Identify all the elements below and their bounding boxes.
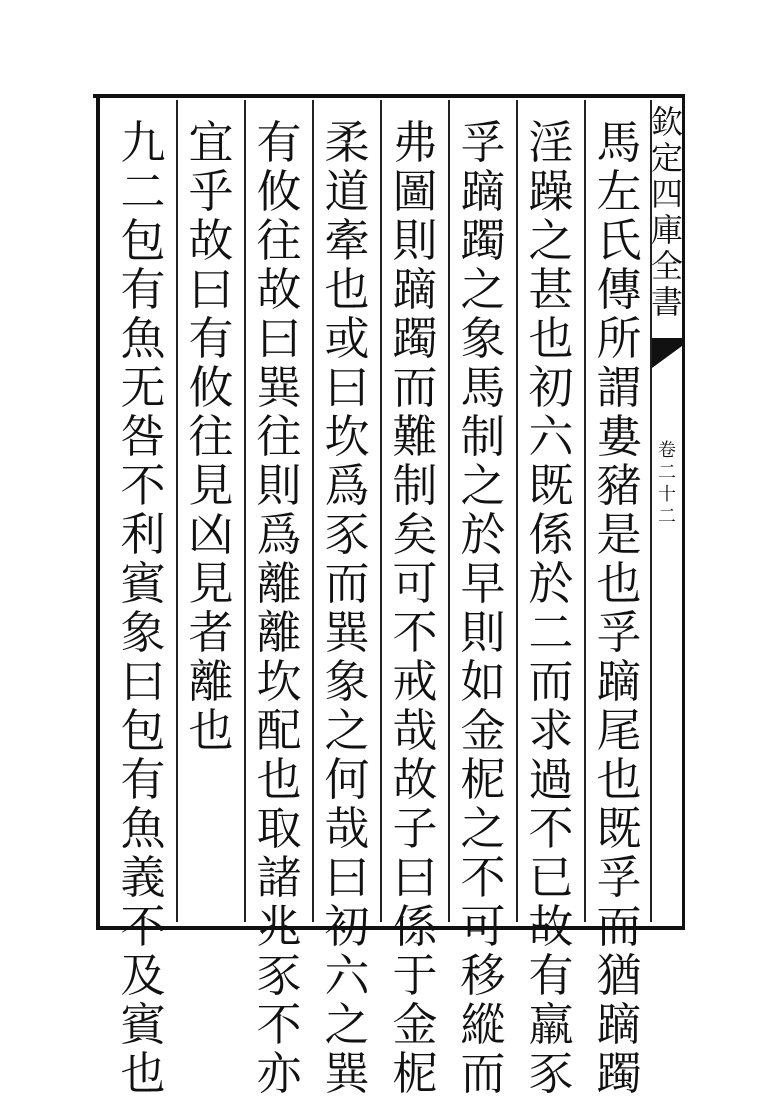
text-char: 豕 [528, 1047, 574, 1100]
text-char: 包 [120, 704, 166, 757]
text-char: 豬 [596, 459, 642, 512]
text-char: 魚 [120, 802, 166, 855]
text-char: 義 [120, 851, 166, 904]
text-char: 也 [596, 557, 642, 610]
text-char: 六 [324, 949, 370, 1002]
text-char: 故 [392, 753, 438, 806]
text-char: 曰 [120, 655, 166, 708]
column-rule [380, 100, 382, 922]
text-char: 而 [596, 900, 642, 953]
margin-title-char: 定 [650, 139, 683, 177]
margin-title-char: 四 [650, 175, 683, 213]
margin-title-char: 庫 [650, 211, 683, 249]
text-char: 故 [528, 900, 574, 953]
text-char: 宜 [188, 116, 234, 169]
text-char: 制 [460, 410, 506, 463]
text-char: 不 [392, 606, 438, 659]
text-char: 制 [392, 459, 438, 512]
column-rule [448, 100, 450, 922]
text-char: 之 [324, 998, 370, 1051]
text-char: 道 [324, 165, 370, 218]
column-rule [312, 100, 314, 922]
text-char: 坎 [256, 655, 302, 708]
text-char: 躅 [392, 312, 438, 365]
text-char: 羸 [528, 998, 574, 1051]
text-char: 既 [596, 802, 642, 855]
margin-title-char: 欽 [650, 103, 683, 141]
text-char: 既 [528, 459, 574, 512]
text-char: 圖 [392, 165, 438, 218]
text-char: 也 [528, 312, 574, 365]
text-char: 所 [596, 312, 642, 365]
text-char: 弗 [392, 116, 438, 169]
text-char: 可 [460, 900, 506, 953]
text-char: 猶 [596, 949, 642, 1002]
text-char: 傳 [596, 263, 642, 316]
text-char: 故 [256, 263, 302, 316]
text-char: 已 [528, 851, 574, 904]
text-char: 六 [528, 410, 574, 463]
text-char: 有 [256, 116, 302, 169]
juan-char: 十 [658, 484, 676, 505]
text-char: 則 [392, 214, 438, 267]
text-char: 而 [460, 1047, 506, 1100]
text-char: 有 [528, 949, 574, 1002]
text-char: 於 [528, 557, 574, 610]
juan-char: 卷 [658, 440, 676, 461]
text-char: 不 [120, 900, 166, 953]
text-char: 柅 [392, 1047, 438, 1100]
margin-title-char: 書 [650, 283, 683, 321]
text-char: 尾 [596, 704, 642, 757]
text-char: 往 [256, 214, 302, 267]
text-char: 戒 [392, 655, 438, 708]
text-char: 蹢 [392, 263, 438, 316]
text-char: 離 [188, 655, 234, 708]
text-char: 有 [120, 263, 166, 316]
margin-title-char: 全 [650, 247, 683, 285]
text-char: 象 [324, 655, 370, 708]
text-char: 賓 [120, 557, 166, 610]
text-char: 初 [528, 361, 574, 414]
text-char: 包 [120, 214, 166, 267]
text-char: 何 [324, 753, 370, 806]
text-char: 象 [120, 606, 166, 659]
text-char: 及 [120, 949, 166, 1002]
column-rule [516, 100, 518, 922]
text-char: 也 [120, 1047, 166, 1100]
text-char: 于 [392, 949, 438, 1002]
text-char: 馬 [460, 361, 506, 414]
text-char: 有 [120, 753, 166, 806]
text-char: 不 [256, 998, 302, 1051]
text-char: 巽 [324, 1047, 370, 1100]
text-char: 柔 [324, 116, 370, 169]
text-char: 見 [188, 459, 234, 512]
text-char: 之 [528, 214, 574, 267]
text-char: 如 [460, 655, 506, 708]
column-rule [244, 100, 246, 922]
column-rule [584, 100, 586, 922]
text-char: 牽 [324, 214, 370, 267]
text-char: 甚 [528, 263, 574, 316]
text-char: 移 [460, 949, 506, 1002]
text-char: 躅 [460, 214, 506, 267]
text-char: 過 [528, 753, 574, 806]
text-char: 魚 [120, 312, 166, 365]
text-char: 孚 [596, 851, 642, 904]
text-char: 豕 [324, 508, 370, 561]
text-char: 蹢 [596, 655, 642, 708]
text-char: 利 [120, 508, 166, 561]
text-char: 也 [596, 753, 642, 806]
text-char: 也 [256, 753, 302, 806]
text-char: 難 [392, 410, 438, 463]
frame-top-border [93, 94, 685, 98]
text-char: 初 [324, 900, 370, 953]
text-char: 爲 [324, 459, 370, 512]
text-char: 氏 [596, 214, 642, 267]
text-char: 爲 [256, 508, 302, 561]
margin-title [650, 104, 684, 320]
text-char: 之 [460, 263, 506, 316]
text-char: 求 [528, 704, 574, 757]
column-rule [176, 100, 178, 922]
text-char: 曰 [256, 312, 302, 365]
text-char: 坎 [324, 410, 370, 463]
text-char: 係 [528, 508, 574, 561]
text-char: 柅 [460, 753, 506, 806]
text-char: 乎 [188, 165, 234, 218]
text-char: 九 [120, 116, 166, 169]
text-char: 孚 [460, 116, 506, 169]
text-char: 无 [120, 361, 166, 414]
text-char: 二 [120, 165, 166, 218]
text-char: 婁 [596, 410, 642, 463]
text-char: 曰 [188, 263, 234, 316]
text-char: 象 [460, 312, 506, 365]
text-char: 曰 [324, 851, 370, 904]
text-char: 縱 [460, 998, 506, 1051]
text-char: 子 [392, 802, 438, 855]
text-char: 不 [120, 459, 166, 512]
text-char: 哉 [324, 802, 370, 855]
text-char: 配 [256, 704, 302, 757]
text-column [452, 116, 514, 1100]
text-char: 金 [460, 704, 506, 757]
text-char: 諸 [256, 851, 302, 904]
frame-left-border [96, 94, 100, 930]
text-char: 係 [392, 900, 438, 953]
text-char: 賓 [120, 998, 166, 1051]
text-char: 而 [324, 557, 370, 610]
juan-char: 二 [658, 506, 676, 527]
text-column [112, 116, 174, 1100]
text-char: 蹢 [596, 998, 642, 1051]
text-char: 故 [188, 214, 234, 267]
fishtail-mark-icon [652, 338, 682, 368]
text-char: 可 [392, 557, 438, 610]
text-char: 之 [460, 802, 506, 855]
text-char: 往 [188, 410, 234, 463]
text-char: 者 [188, 606, 234, 659]
text-char: 而 [528, 655, 574, 708]
text-char: 則 [460, 606, 506, 659]
text-char: 曰 [392, 851, 438, 904]
text-char: 不 [528, 802, 574, 855]
text-char: 是 [596, 508, 642, 561]
text-char: 凶 [188, 508, 234, 561]
text-char: 見 [188, 557, 234, 610]
text-char: 亦 [256, 1047, 302, 1100]
text-char: 左 [596, 165, 642, 218]
text-char: 咎 [120, 410, 166, 463]
text-char: 孚 [596, 606, 642, 659]
text-char: 取 [256, 802, 302, 855]
text-column [248, 116, 310, 1100]
text-char: 之 [460, 459, 506, 512]
text-char: 巽 [256, 361, 302, 414]
text-char: 謂 [596, 361, 642, 414]
text-column [588, 116, 650, 1100]
text-column [180, 118, 242, 918]
text-column [316, 116, 378, 1100]
text-char: 曰 [324, 361, 370, 414]
text-char: 攸 [256, 165, 302, 218]
text-char: 矣 [392, 508, 438, 561]
text-char: 躁 [528, 165, 574, 218]
text-char: 二 [528, 606, 574, 659]
text-char: 也 [324, 263, 370, 316]
text-char: 有 [188, 312, 234, 365]
text-char: 攸 [188, 361, 234, 414]
text-char: 或 [324, 312, 370, 365]
juan-number [652, 440, 682, 528]
text-char: 往 [256, 410, 302, 463]
text-char: 哉 [392, 704, 438, 757]
text-char: 則 [256, 459, 302, 512]
text-char: 金 [392, 998, 438, 1051]
text-column [384, 116, 446, 1100]
text-char: 馬 [596, 116, 642, 169]
text-char: 蹢 [460, 165, 506, 218]
text-char: 離 [256, 606, 302, 659]
text-char: 巽 [324, 606, 370, 659]
text-char: 淫 [528, 116, 574, 169]
text-char: 早 [460, 557, 506, 610]
text-char: 而 [392, 361, 438, 414]
text-char: 豕 [256, 949, 302, 1002]
text-column [520, 116, 582, 1100]
text-char: 於 [460, 508, 506, 561]
text-char: 兆 [256, 900, 302, 953]
text-char: 不 [460, 851, 506, 904]
juan-char: 二 [658, 462, 676, 483]
text-char: 之 [324, 704, 370, 757]
text-char: 離 [256, 557, 302, 610]
text-char: 也 [188, 704, 234, 757]
text-char: 躅 [596, 1047, 642, 1100]
